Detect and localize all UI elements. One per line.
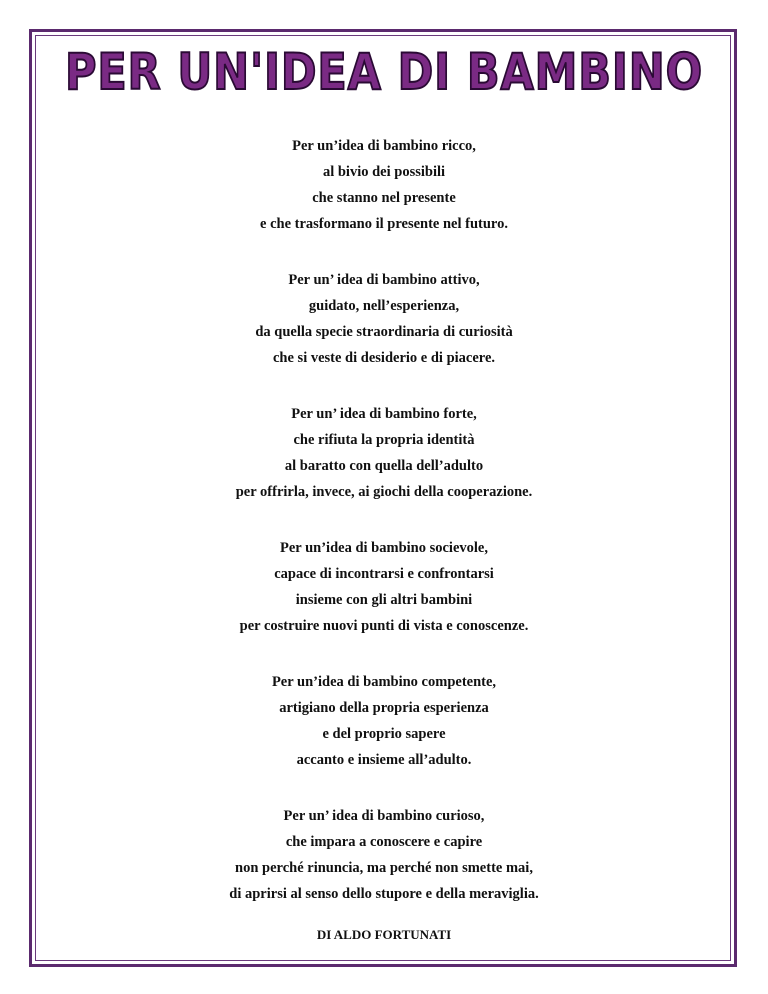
stanza xyxy=(0,803,768,907)
poem-line: che impara a conoscere e capire xyxy=(285,834,483,850)
poem-line: e che trasformano il presente nel futuro. xyxy=(260,216,508,232)
poem-line: per costruire nuovi punti di vista e conoscenze. xyxy=(239,618,529,634)
poem-line: Per un’idea di bambino ricco, xyxy=(292,138,476,154)
poem-body xyxy=(0,133,768,937)
poem-line: che stanno nel presente xyxy=(312,190,456,206)
poem-line: di aprirsi al senso dello stupore e della meraviglia. xyxy=(229,886,539,902)
stanza xyxy=(0,401,768,505)
poem-title: PER UN'IDEA DI BAMBINO xyxy=(64,43,704,101)
stanza xyxy=(0,535,768,639)
poem-line: al bivio dei possibili xyxy=(322,164,446,180)
poem-line: e del proprio sapere xyxy=(322,726,446,742)
stanza xyxy=(0,133,768,237)
stanza xyxy=(0,669,768,773)
poem-line: non perché rinuncia, ma perché non smette mai, xyxy=(235,860,533,876)
poem-line: che si veste di desiderio e di piacere. xyxy=(272,350,496,366)
author-credit: DI ALDO FORTUNATI xyxy=(316,927,452,942)
poem-line: che rifiuta la propria identità xyxy=(293,432,475,448)
poem-line: capace di incontrarsi e confrontarsi xyxy=(274,566,494,582)
poem-line: Per un’idea di bambino socievole, xyxy=(280,540,488,556)
poem-line: da quella specie straordinaria di curiosità xyxy=(255,324,513,340)
poem-line: Per un’ idea di bambino curioso, xyxy=(283,808,485,824)
poem-line: Per un’ idea di bambino forte, xyxy=(291,406,477,422)
poem-line: guidato, nell’esperienza, xyxy=(308,298,460,314)
poem-line: al baratto con quella dell’adulto xyxy=(284,458,484,474)
poem-line: per offrirla, invece, ai giochi della cooperazione. xyxy=(235,484,533,500)
poem-line: insieme con gli altri bambini xyxy=(295,592,473,608)
poem-line: Per un’idea di bambino competente, xyxy=(271,674,497,690)
poem-line: artigiano della propria esperienza xyxy=(279,700,489,716)
stanza xyxy=(0,267,768,371)
poem-line: accanto e insieme all’adulto. xyxy=(296,752,472,768)
poem-line: Per un’ idea di bambino attivo, xyxy=(288,272,480,288)
